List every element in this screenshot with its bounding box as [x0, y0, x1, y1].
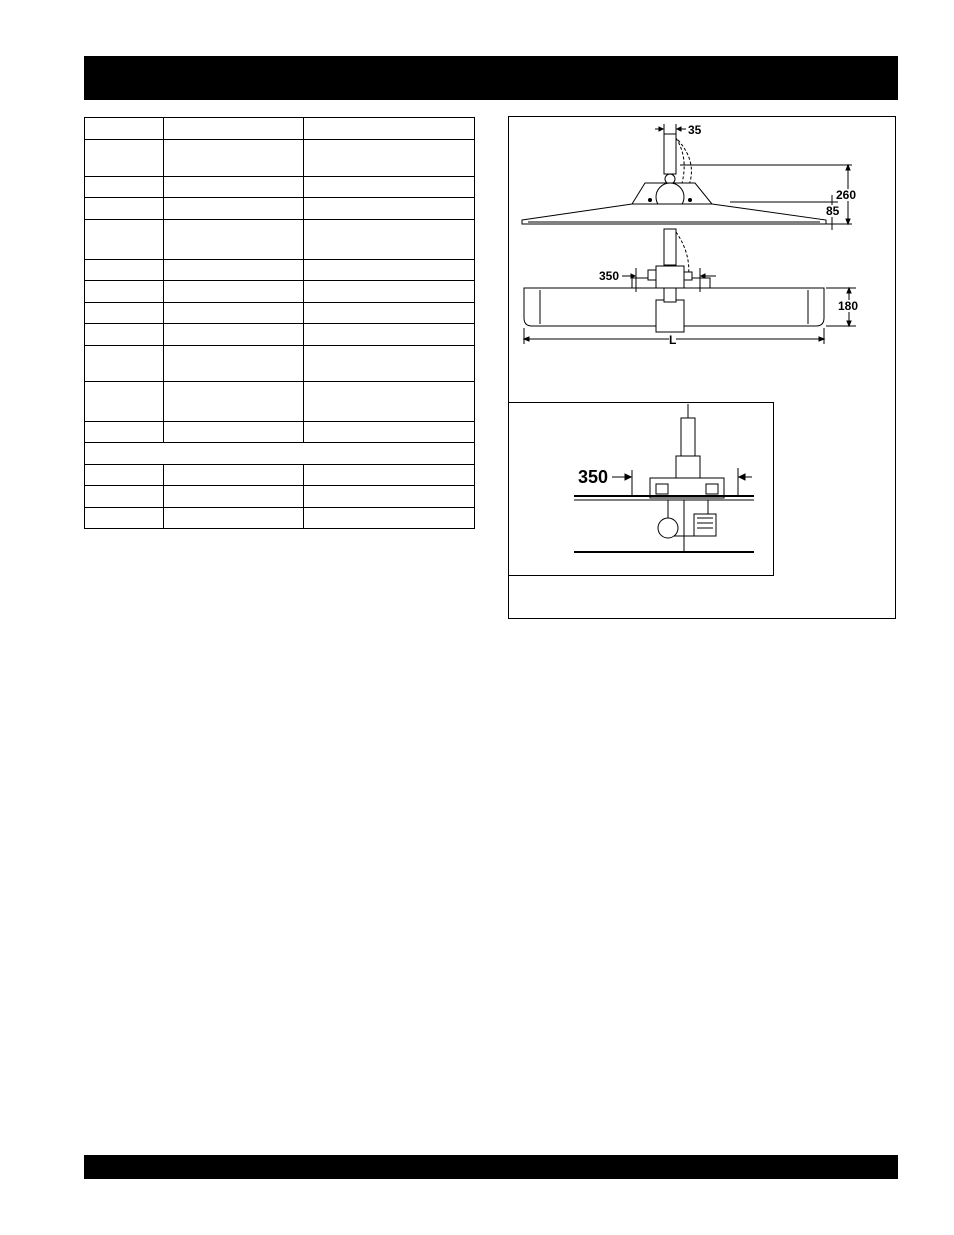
table-cell: [85, 303, 164, 324]
table-row: [85, 281, 475, 303]
table-cell: [164, 118, 304, 140]
table-row: [85, 422, 475, 443]
table-row: [85, 324, 475, 346]
table-row: [85, 382, 475, 422]
table-cell: [85, 508, 164, 529]
table-cell: [304, 346, 475, 382]
table-row: [85, 486, 475, 508]
table-cell: [164, 140, 304, 177]
table-row: [85, 198, 475, 220]
table-cell: [164, 177, 304, 198]
table-cell: [164, 198, 304, 220]
screed-dimension-drawing: [510, 118, 894, 400]
table-cell: [164, 220, 304, 260]
table-cell: [164, 260, 304, 281]
table-cell: [164, 281, 304, 303]
table-cell: [164, 324, 304, 346]
table-cell: [164, 303, 304, 324]
dimension-label-350: 350: [599, 269, 620, 283]
table-row: [85, 465, 475, 486]
dimension-label-85: 85: [826, 204, 840, 218]
table-row: [85, 118, 475, 140]
table-cell: [85, 465, 164, 486]
footer-bar: [84, 1155, 898, 1179]
table-cell: [85, 422, 164, 443]
table-cell: [164, 465, 304, 486]
table-section-row: [85, 443, 475, 465]
table-cell: [85, 260, 164, 281]
dimension-label-260: 260: [836, 188, 857, 202]
inset-dimension-label-350: 350: [578, 467, 609, 487]
table-cell: [85, 177, 164, 198]
table-row: [85, 508, 475, 529]
table-cell: [85, 281, 164, 303]
table-cell: [85, 220, 164, 260]
table-cell: [164, 508, 304, 529]
table-cell: [164, 346, 304, 382]
header-bar: [84, 56, 898, 100]
table-cell: [164, 382, 304, 422]
table-cell: [304, 508, 475, 529]
table-cell: [85, 382, 164, 422]
table-cell: [304, 118, 475, 140]
table-row: [85, 220, 475, 260]
table-cell: [304, 486, 475, 508]
table-cell: [304, 220, 475, 260]
handle-drawing: [664, 134, 676, 174]
table-row: [85, 303, 475, 324]
table-cell: [304, 177, 475, 198]
table-cell: [85, 140, 164, 177]
table-cell: [85, 486, 164, 508]
table-cell: [304, 281, 475, 303]
table-cell: [85, 346, 164, 382]
table-cell: [304, 324, 475, 346]
table-cell: [85, 118, 164, 140]
specification-table: [84, 117, 475, 529]
table-cell: [85, 198, 164, 220]
dimension-label-35: 35: [688, 123, 702, 137]
table-cell: [85, 443, 475, 465]
table-row: [85, 177, 475, 198]
table-cell: [304, 422, 475, 443]
table-cell: [85, 324, 164, 346]
table-cell: [304, 303, 475, 324]
blade-drawing: [522, 204, 826, 224]
table-cell: [304, 140, 475, 177]
table-row: [85, 260, 475, 281]
table-cell: [304, 465, 475, 486]
table-cell: [304, 382, 475, 422]
inset-drawing: [510, 404, 772, 574]
dimension-label-180: 180: [838, 299, 859, 313]
dimension-label-length: L: [669, 333, 677, 347]
table-cell: [164, 422, 304, 443]
table-cell: [304, 260, 475, 281]
table-cell: [304, 198, 475, 220]
table-row: [85, 346, 475, 382]
table-cell: [164, 486, 304, 508]
table-row: [85, 140, 475, 177]
